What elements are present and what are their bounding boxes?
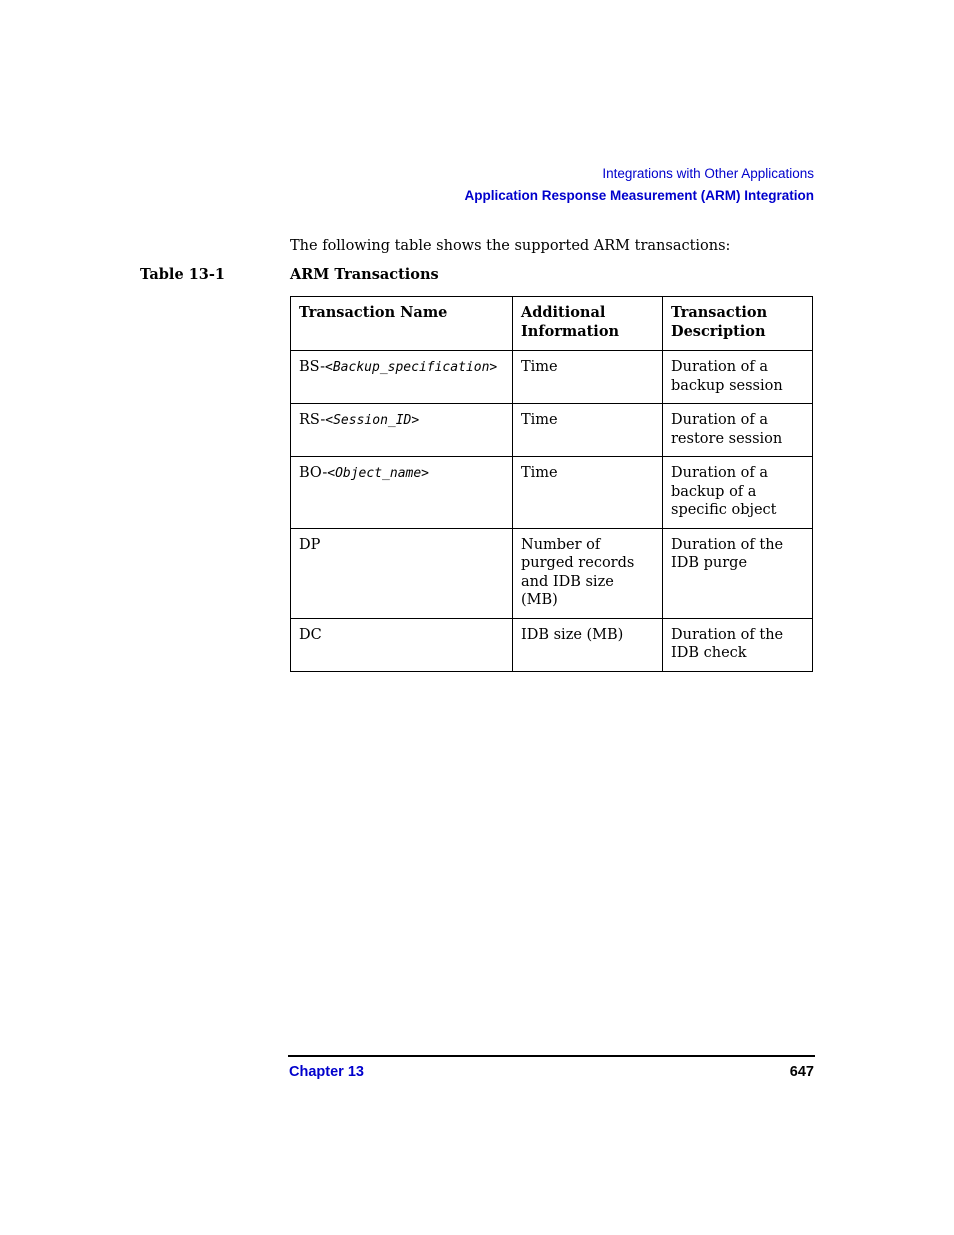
transaction-description-cell: Duration of a backup of a specific object — [663, 457, 813, 529]
transaction-name-cell — [291, 457, 513, 529]
footer-chapter-link[interactable]: Chapter 13 — [289, 1064, 364, 1080]
transaction-name-prefix: BO- — [299, 465, 328, 481]
transaction-name-cell — [291, 618, 513, 671]
running-header-subsection: Application Response Measurement (ARM) Integration — [464, 188, 814, 203]
transaction-description-cell: Duration of a backup session — [663, 351, 813, 404]
page-number: 647 — [789, 1064, 814, 1080]
table-row — [291, 351, 813, 404]
table-row — [291, 457, 813, 529]
additional-information-cell: IDB size (MB) — [513, 618, 663, 671]
transaction-name-cell — [291, 404, 513, 457]
additional-information-cell: Time — [513, 404, 663, 457]
running-header-section: Integrations with Other Applications — [602, 166, 814, 181]
transaction-name-prefix: RS- — [299, 412, 326, 428]
column-header-transaction-name: Transaction Name — [291, 297, 513, 351]
additional-information-cell: Time — [513, 457, 663, 529]
table-row — [291, 618, 813, 671]
table-label: Table 13-1 — [140, 266, 226, 283]
footer-rule — [288, 1055, 815, 1057]
transaction-name-parameter: <Backup_specification> — [325, 360, 498, 375]
table-row — [291, 404, 813, 457]
intro-paragraph: The following table shows the supported ARM transactions: — [290, 238, 731, 254]
transaction-name-prefix: DP — [299, 536, 321, 553]
table-row — [291, 528, 813, 618]
transaction-name-cell — [291, 528, 513, 618]
table-title: ARM Transactions — [290, 266, 439, 283]
arm-transactions-table — [290, 296, 813, 672]
additional-information-cell: Number of purged records and IDB size (MB) — [513, 528, 663, 618]
transaction-name-prefix: DC — [299, 626, 322, 643]
table-header-row — [291, 297, 813, 351]
transaction-name-cell — [291, 351, 513, 404]
transaction-description-cell: Duration of the IDB check — [663, 618, 813, 671]
transaction-description-cell: Duration of the IDB purge — [663, 528, 813, 618]
transaction-description-cell: Duration of a restore session — [663, 404, 813, 457]
transaction-name-parameter: <Session_ID> — [325, 413, 420, 428]
transaction-name-parameter: <Object_name> — [327, 466, 429, 481]
column-header-transaction-description: Transaction Description — [663, 297, 813, 351]
column-header-additional-information: Additional Information — [513, 297, 663, 351]
transaction-name-prefix: BS- — [299, 359, 326, 375]
additional-information-cell: Time — [513, 351, 663, 404]
